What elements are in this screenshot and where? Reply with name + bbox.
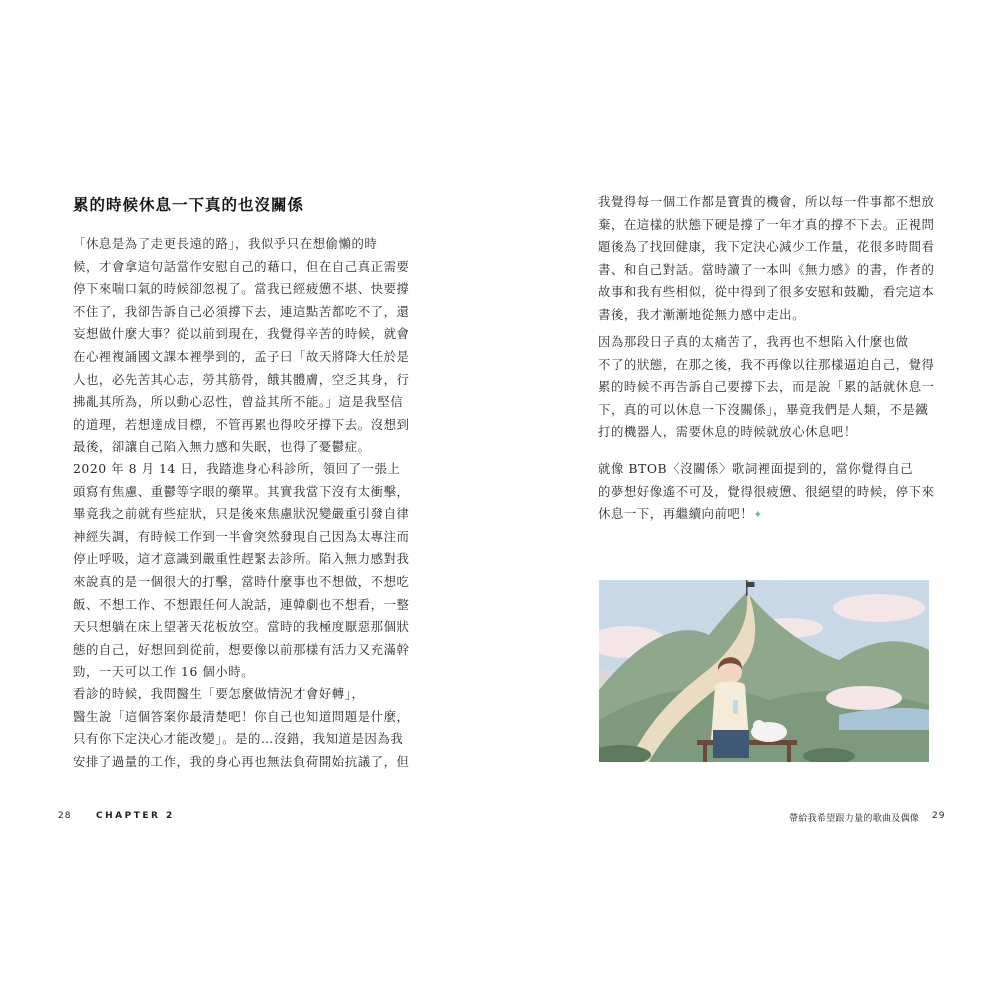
bench-leg (787, 745, 791, 762)
right-page (500, 0, 1000, 1000)
illustration-girl-on-hill (599, 580, 929, 762)
sparkle-icon: ✦ (753, 508, 764, 522)
cat-head (753, 720, 765, 732)
right-paragraph-2: 因為那段日子真的太痛苦了，我再也不想陷入什麼也做 不了的狀態，在那之後，我不再像以往那樣逼迫自己，覺得 累的時候不再告訴自己要撐下去，而是說「累的話就休息一 下，真的可以休息一下沒關係」，畢竟我們是人類，不是鐵 打的機器人，需要休息的時候就放心休息吧！ (598, 334, 935, 440)
cloud (833, 594, 925, 622)
right-paragraph-3-text: 就像 BTOB〈沒關係〉歌詞裡面提到的，當你覺得自己 的夢想好像遙不可及，覺得很疲憊、很絕望的時候，停下來 休息一下，再繼續向前吧！ (598, 461, 935, 522)
right-paragraph-3 (598, 458, 943, 527)
right-paragraph-1: 我覺得每一個工作都是寶貴的機會，所以每一件事都不想放 棄，在這樣的狀態下硬是撐了一年才真的撐不下去。正視問 題後為了找回健康，我下定決心減少工作量，花很多時間看 書、和自己對話。當時讀了一本叫《無力感》的書，作者的 故事和我有些相似，從中得到了很多安慰和鼓勵，看完這本 書後，我才漸漸地從無力感中走出。 (598, 194, 935, 322)
page-number-left: 28 (58, 811, 72, 821)
flag (748, 582, 755, 587)
water-bottle (733, 700, 738, 714)
girl-legs (713, 730, 749, 758)
section-heading: 累的時候休息一下真的也沒關係 (73, 195, 305, 214)
running-head-left: CHAPTER 2 (96, 811, 175, 821)
bench-leg (703, 745, 707, 762)
left-paragraph-1: 「休息是為了走更長遠的路」，我似乎只在想偷懶的時 候，才會拿這句話當作安慰自己的藉口，但在自己真正需要 停下來喘口氣的時候卻忽視了。當我已經疲憊不堪、快要撐 不住了，我卻告訴自己必須撐下去，連這點苦都吃不了，還 妄想做什麼大事？從以前到現在，我覺得辛苦的時候，就會 在心裡複誦國文課本裡學到的，孟子曰「故天將降大任於是 人也，必先苦其心志，勞其筋骨，餓其體膚，空乏其身，行 拂亂其所為，所以動心忍性，曾益其所不能。」這是我堅信 的道理，若想達成目標，不管再累也得咬牙撐下去。沒想到 最後，卻讓自己陷入無力感和失眠，也得了憂鬱症。 (73, 236, 410, 455)
left-paragraph-2: 2020 年 8 月 14 日，我踏進身心科診所，領回了一張上 頭寫有焦慮、重鬱等字眼的藥單。其實我當下沒有太衝擊， 畢竟我之前就有些症狀，只是後來焦慮狀況變嚴重引發自律 神經失調，有時候工作到一半會突然發現自己因為太專注而 停止呼吸，這才意識到嚴重性趕緊去診所。陷入無力感對我 來說真的是一個很大的打擊，當時什麼事也不想做，不想吃 飯、不想工作、不想跟任何人說話，連韓劇也不想看，一整 天只想躺在床上望著天花板放空。當時的我極度厭惡那個狀 態的自己，好想回到從前，想要像以前那樣有活力又充滿幹 勁，一天可以工作 16 個小時。 (73, 461, 410, 680)
page-number-right: 29 (932, 811, 946, 821)
flagpole (746, 580, 748, 596)
cloud (826, 686, 902, 710)
running-head-right: 帶給我希望跟力量的歌曲及偶像 (789, 814, 920, 824)
left-paragraph-3: 看診的時候，我問醫生「要怎麼做情況才會好轉」， 醫生說「這個答案你最清楚吧！你自己也知道問題是什麼， 只有你下定決心才能改變」。是的…沒錯，我知道是因為我 安排了過量的工作，我的身心再也無法負荷開始抗議了，但 (73, 686, 410, 769)
